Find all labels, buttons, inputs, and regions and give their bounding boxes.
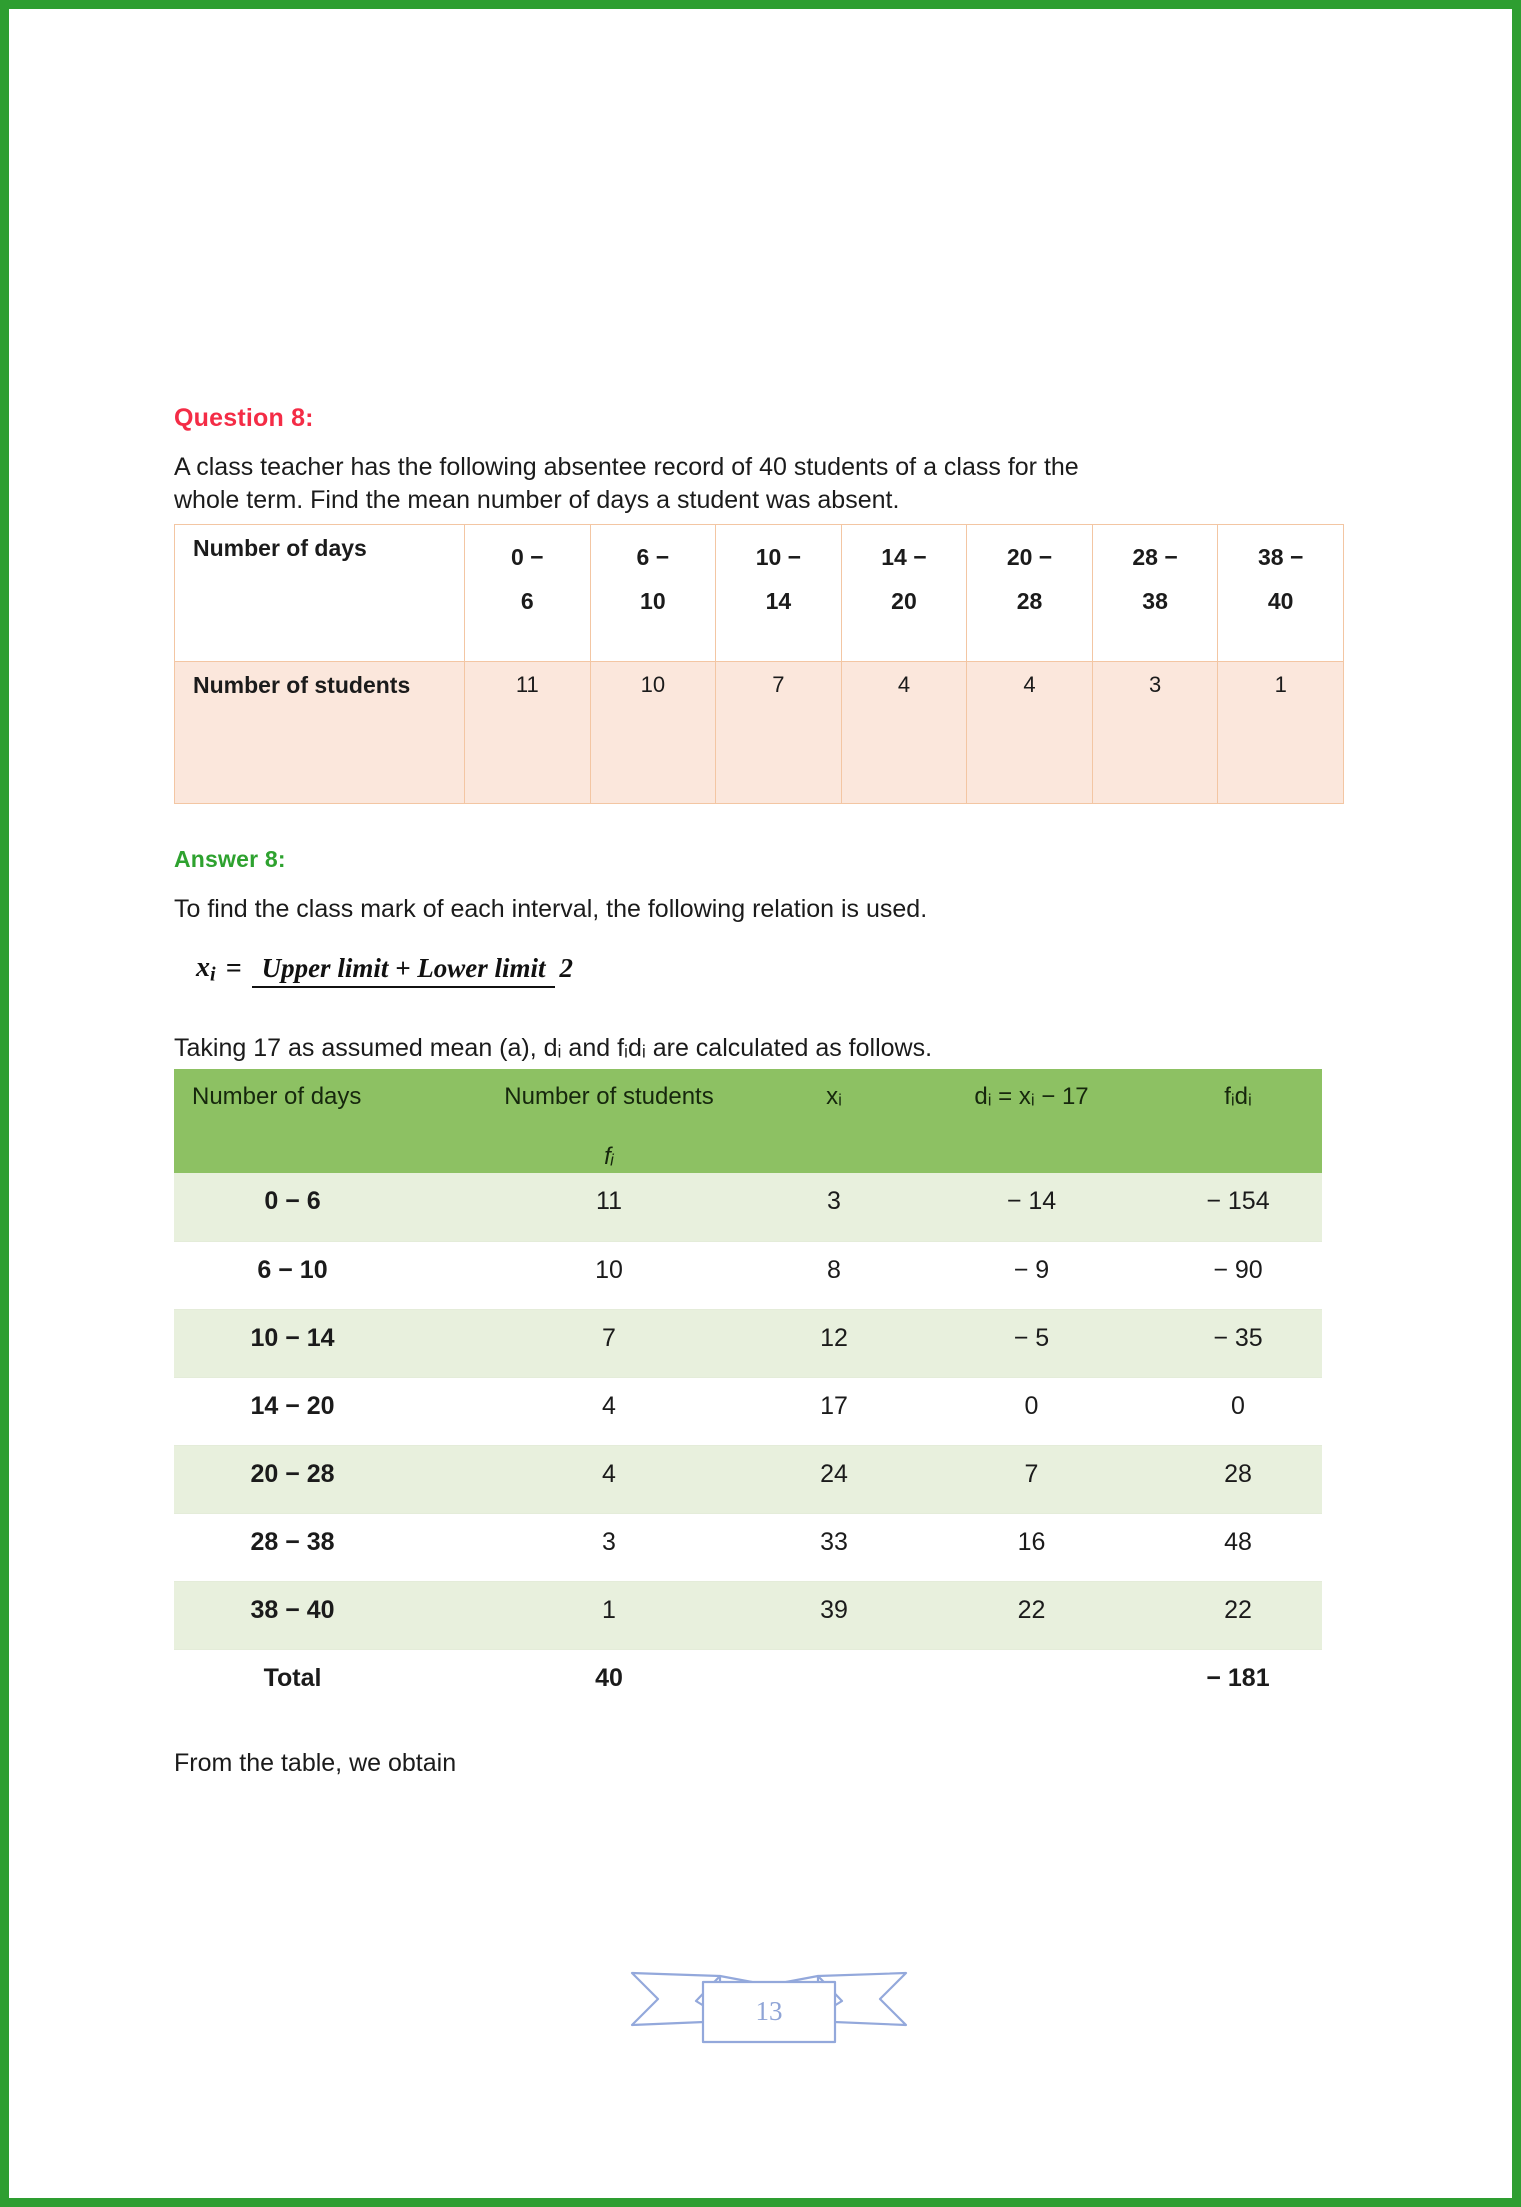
cell-di: 0 bbox=[909, 1377, 1154, 1445]
interval-cell-4 bbox=[967, 524, 1093, 661]
closing-text: From the table, we obtain bbox=[174, 1749, 457, 1778]
question-text-line2: whole term. Find the mean number of days a student was absent. bbox=[174, 486, 900, 515]
question-text-line1: A class teacher has the following absentee record of 40 students of a class for the bbox=[174, 453, 1079, 481]
table-row bbox=[174, 1309, 1322, 1377]
cell-interval: 20 − 28 bbox=[174, 1445, 459, 1513]
col-header-students-sub: fᵢ bbox=[604, 1143, 614, 1171]
cell-interval: 28 − 38 bbox=[174, 1513, 459, 1581]
cell-xi: 3 bbox=[759, 1173, 909, 1241]
students-cell-3: 4 bbox=[841, 661, 967, 803]
formula-denominator: 2 bbox=[559, 953, 573, 984]
interval-cell-2 bbox=[716, 524, 842, 661]
cell-fidi: − 90 bbox=[1154, 1241, 1322, 1309]
interval-cell-1 bbox=[590, 524, 716, 661]
cell-total-di bbox=[909, 1649, 1154, 1731]
col-header-days: Number of days bbox=[174, 1069, 459, 1173]
formula-lhs: $x_i$ bbox=[196, 951, 216, 986]
cell-fidi: − 35 bbox=[1154, 1309, 1322, 1377]
cell-total-frequency: 40 bbox=[459, 1649, 759, 1731]
table-row bbox=[174, 1377, 1322, 1445]
table-row bbox=[174, 1445, 1322, 1513]
cell-interval: 14 − 20 bbox=[174, 1377, 459, 1445]
col-header-fidi: fᵢdᵢ bbox=[1154, 1069, 1322, 1173]
students-cell-4: 4 bbox=[967, 661, 1093, 803]
question-text bbox=[174, 451, 1364, 518]
students-cell-5: 3 bbox=[1092, 661, 1218, 803]
cell-xi: 24 bbox=[759, 1445, 909, 1513]
formula-fraction bbox=[252, 953, 573, 984]
row-label-days: Number of days bbox=[175, 524, 465, 661]
page-number: 13 bbox=[755, 1995, 783, 2026]
cell-di: 16 bbox=[909, 1513, 1154, 1581]
interval-cell-3 bbox=[841, 524, 967, 661]
calculation-table-header-row bbox=[174, 1069, 1322, 1173]
cell-di: − 9 bbox=[909, 1241, 1154, 1309]
interval-to-6: 40 bbox=[1267, 588, 1294, 615]
answer-heading: Answer 8: bbox=[174, 845, 286, 872]
formula-lhs-subscript: i bbox=[210, 963, 216, 986]
cell-total-label: Total bbox=[174, 1649, 459, 1731]
cell-xi: 33 bbox=[759, 1513, 909, 1581]
table-row-total bbox=[174, 1649, 1322, 1731]
interval-cell-0 bbox=[465, 524, 591, 661]
calculation-table-body bbox=[174, 1173, 1322, 1731]
cell-total-xi bbox=[759, 1649, 909, 1731]
cell-di: − 14 bbox=[909, 1173, 1154, 1241]
answer-intro-text: To find the class mark of each interval, the following relation is used. bbox=[174, 894, 928, 923]
cell-di: 22 bbox=[909, 1581, 1154, 1649]
interval-from-5: 28 − bbox=[1132, 543, 1178, 570]
assumed-mean-text: Taking 17 as assumed mean (a), dᵢ and fᵢdᵢ are calculated as follows. bbox=[174, 1034, 933, 1063]
cell-fidi: − 154 bbox=[1154, 1173, 1322, 1241]
col-header-xi: xᵢ bbox=[759, 1069, 909, 1173]
col-header-students bbox=[459, 1069, 759, 1173]
class-mark-formula bbox=[196, 952, 573, 986]
students-cell-6: 1 bbox=[1218, 661, 1344, 803]
interval-from-2: 10 − bbox=[755, 543, 802, 570]
cell-frequency: 7 bbox=[459, 1309, 759, 1377]
question-data-table bbox=[174, 524, 1344, 804]
calculation-table bbox=[174, 1069, 1322, 1731]
students-cell-2: 7 bbox=[716, 661, 842, 803]
cell-interval: 10 − 14 bbox=[174, 1309, 459, 1377]
interval-cell-5 bbox=[1092, 524, 1218, 661]
interval-to-5: 38 bbox=[1142, 588, 1168, 615]
page-number-ribbon bbox=[624, 1949, 914, 2059]
interval-to-4: 28 bbox=[1016, 588, 1043, 615]
cell-frequency: 3 bbox=[459, 1513, 759, 1581]
interval-to-0: 6 bbox=[520, 588, 534, 615]
document-content bbox=[174, 404, 1364, 1781]
students-cell-1: 10 bbox=[590, 661, 716, 803]
interval-to-1: 10 bbox=[640, 588, 666, 615]
students-cell-0: 11 bbox=[465, 661, 591, 803]
interval-from-1: 6 − bbox=[636, 543, 670, 570]
cell-frequency: 4 bbox=[459, 1377, 759, 1445]
interval-to-3: 20 bbox=[891, 588, 917, 615]
cell-fidi: 0 bbox=[1154, 1377, 1322, 1445]
cell-total-fidi: − 181 bbox=[1154, 1649, 1322, 1731]
table-row-students bbox=[175, 661, 1344, 803]
interval-from-0: 0 − bbox=[510, 543, 544, 570]
cell-fidi: 28 bbox=[1154, 1445, 1322, 1513]
formula-equals: = bbox=[225, 952, 242, 984]
cell-xi: 17 bbox=[759, 1377, 909, 1445]
question-heading: Question 8: bbox=[174, 404, 314, 432]
table-row-days bbox=[175, 524, 1344, 661]
cell-interval: 0 − 6 bbox=[174, 1173, 459, 1241]
table-row bbox=[174, 1513, 1322, 1581]
table-row bbox=[174, 1241, 1322, 1309]
row-label-students: Number of students bbox=[175, 661, 465, 803]
cell-interval: 6 − 10 bbox=[174, 1241, 459, 1309]
interval-from-3: 14 − bbox=[881, 543, 927, 570]
cell-xi: 39 bbox=[759, 1581, 909, 1649]
table-row bbox=[174, 1581, 1322, 1649]
cell-interval: 38 − 40 bbox=[174, 1581, 459, 1649]
cell-frequency: 10 bbox=[459, 1241, 759, 1309]
formula-numerator: Upper limit + Lower limit bbox=[252, 953, 556, 988]
interval-from-4: 20 − bbox=[1006, 543, 1053, 570]
cell-di: 7 bbox=[909, 1445, 1154, 1513]
cell-xi: 12 bbox=[759, 1309, 909, 1377]
cell-fidi: 48 bbox=[1154, 1513, 1322, 1581]
page-body bbox=[9, 9, 1512, 2198]
cell-fidi: 22 bbox=[1154, 1581, 1322, 1649]
interval-cell-6 bbox=[1218, 524, 1344, 661]
table-row bbox=[174, 1173, 1322, 1241]
interval-to-2: 14 bbox=[765, 588, 792, 615]
cell-di: − 5 bbox=[909, 1309, 1154, 1377]
cell-frequency: 1 bbox=[459, 1581, 759, 1649]
interval-from-6: 38 − bbox=[1257, 543, 1304, 570]
cell-frequency: 11 bbox=[459, 1173, 759, 1241]
col-header-students-label: Number of students bbox=[504, 1083, 714, 1111]
cell-xi: 8 bbox=[759, 1241, 909, 1309]
col-header-di: dᵢ = xᵢ − 17 bbox=[909, 1069, 1154, 1173]
cell-frequency: 4 bbox=[459, 1445, 759, 1513]
